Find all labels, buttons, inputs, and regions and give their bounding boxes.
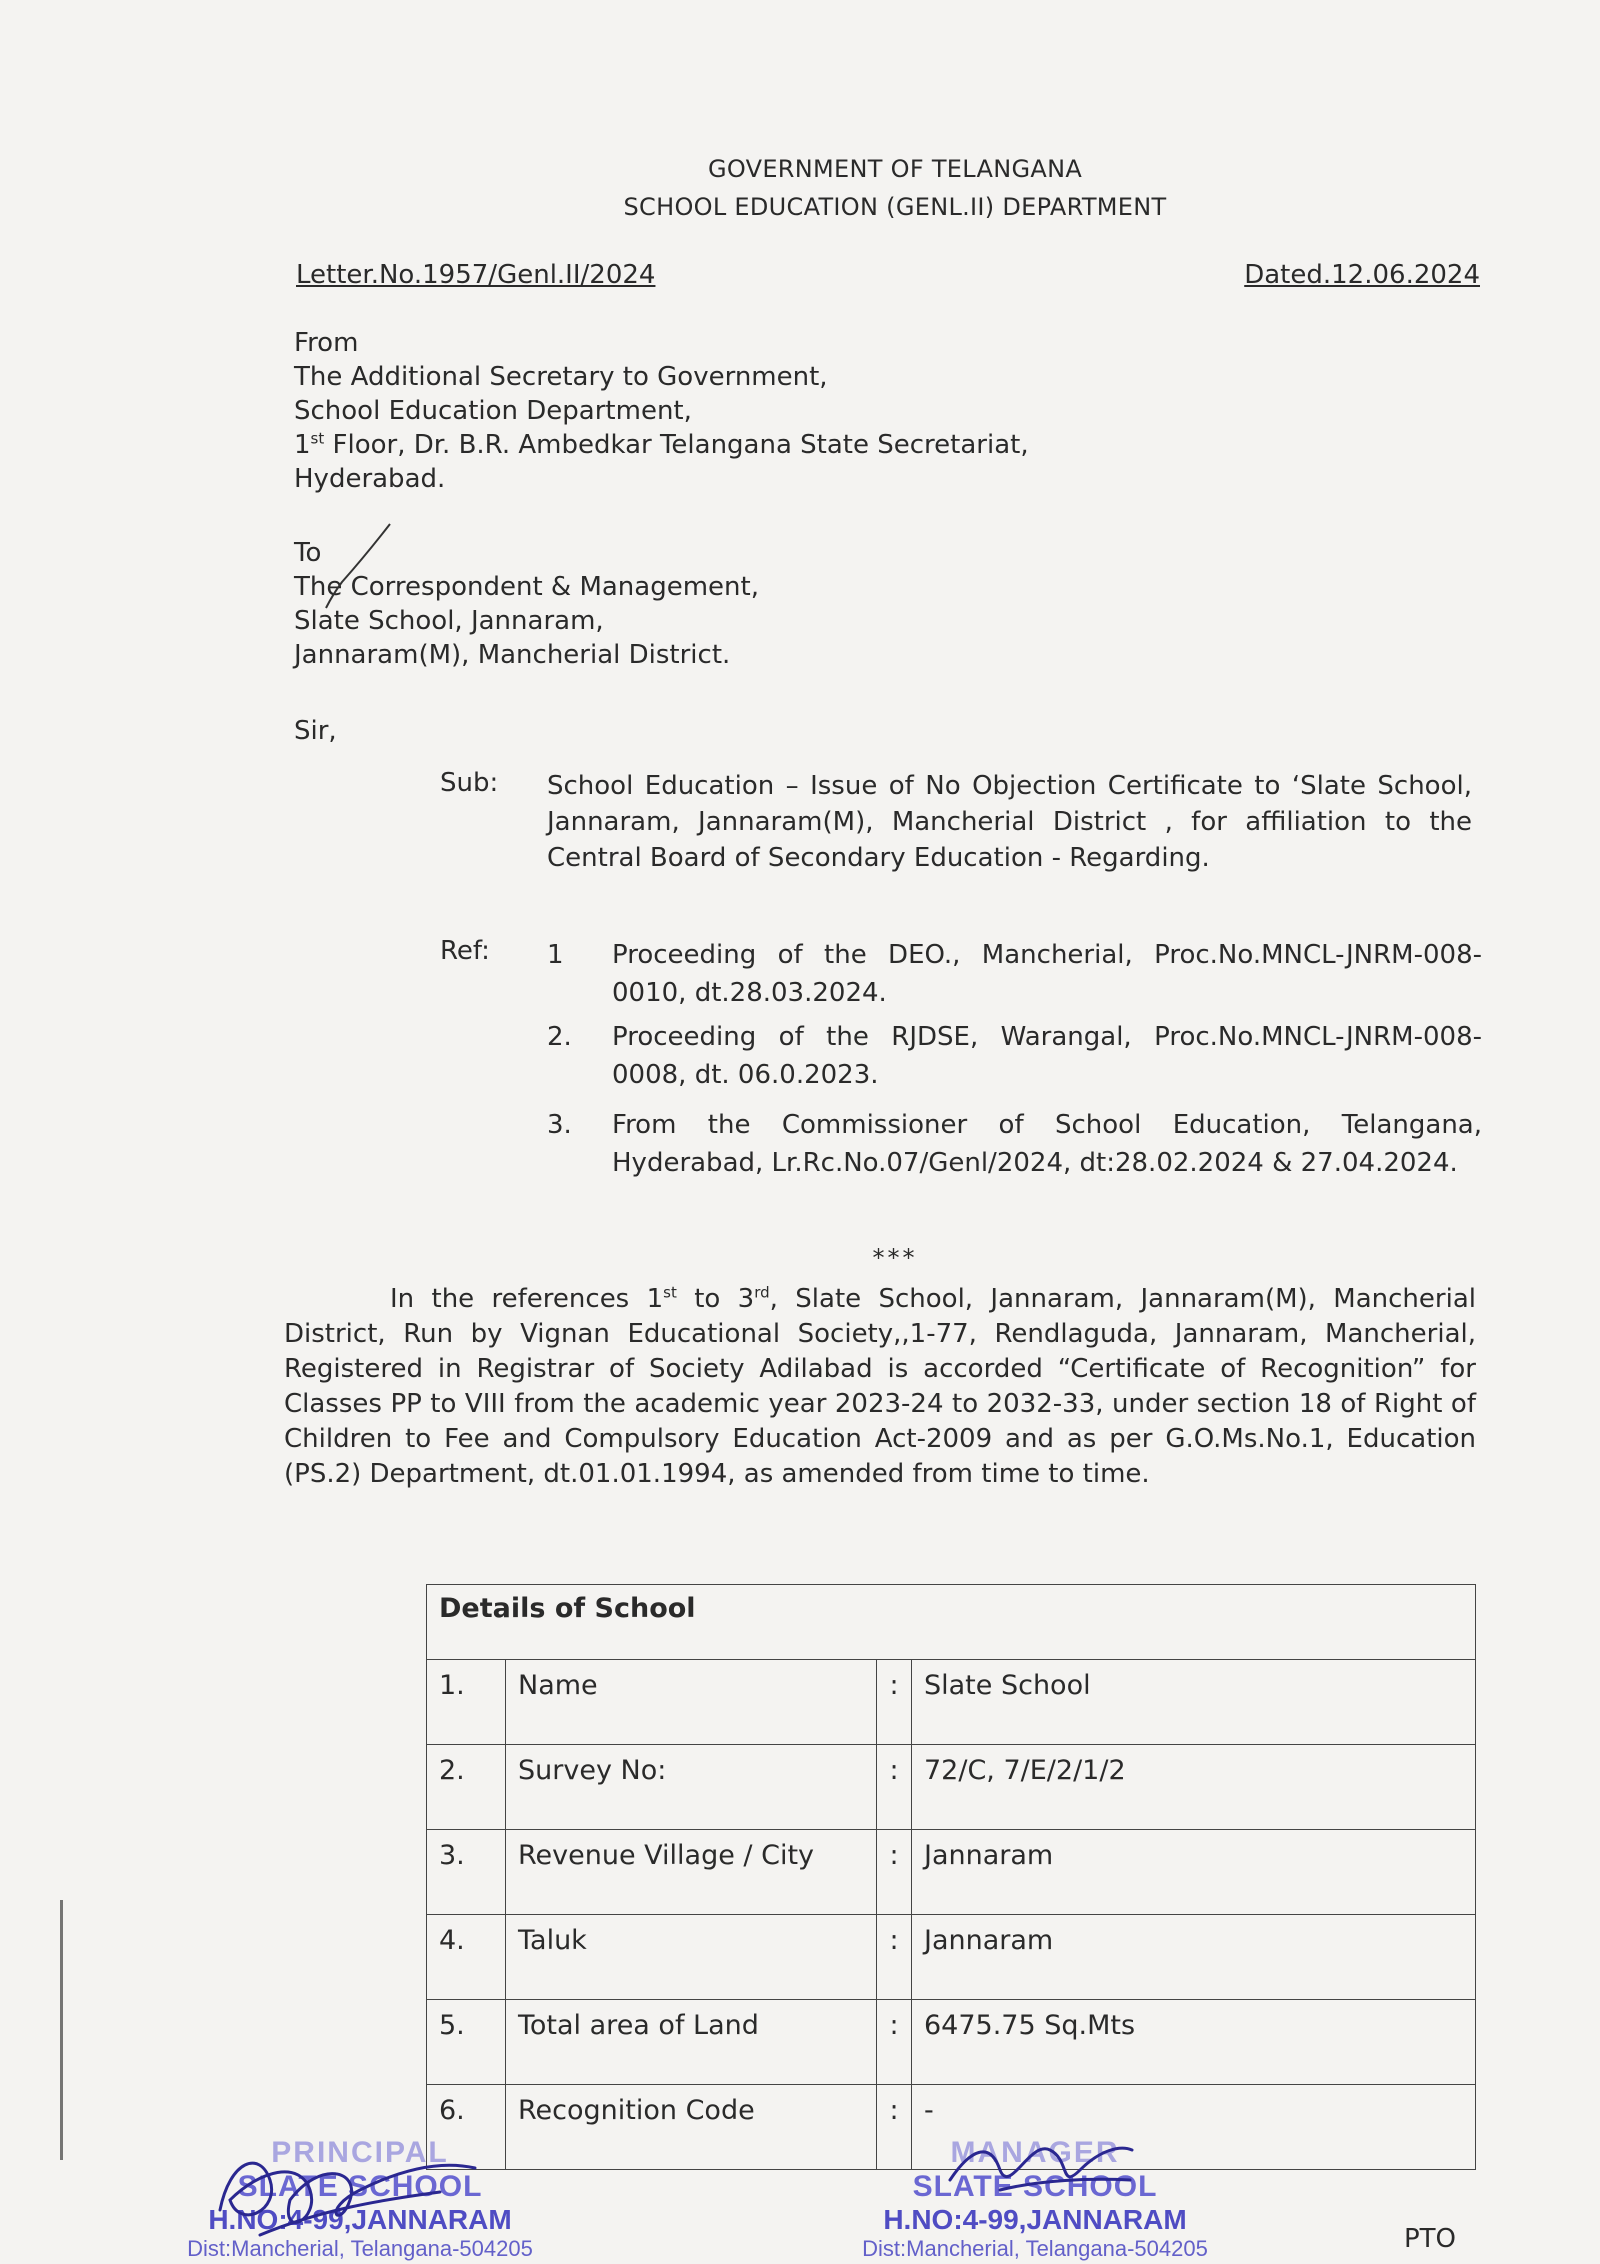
body-paragraph bbox=[284, 1282, 1476, 1492]
manager-signature bbox=[940, 2120, 1140, 2210]
from-line-2: School Education Department, bbox=[294, 396, 692, 426]
stamp-address: H.NO:4-99,JANNARAM bbox=[883, 2204, 1187, 2235]
row-number: 4. bbox=[427, 1915, 506, 2000]
section-separator: *** bbox=[872, 1244, 918, 1272]
row-value: 72/C, 7/E/2/1/2 bbox=[912, 1745, 1476, 1830]
to-label: To bbox=[294, 538, 322, 568]
stamp-district: Dist:Mancherial, Telangana-504205 bbox=[862, 2236, 1208, 2261]
row-number: 5. bbox=[427, 2000, 506, 2085]
row-separator: : bbox=[877, 1830, 912, 1915]
table-row bbox=[427, 1830, 1476, 1915]
principal-signature bbox=[200, 2140, 490, 2260]
row-separator: : bbox=[877, 2085, 912, 2170]
row-separator: : bbox=[877, 1745, 912, 1830]
from-block bbox=[294, 326, 1029, 496]
row-number: 2. bbox=[427, 1745, 506, 1830]
from-line-1: The Additional Secretary to Government, bbox=[294, 362, 828, 392]
letter-number: Letter.No.1957/Genl.II/2024 bbox=[296, 260, 656, 290]
table-row bbox=[427, 1660, 1476, 1745]
row-separator: : bbox=[877, 1915, 912, 2000]
body-rest: , Slate School, Jannaram, Jannaram(M), Mancherial District, Run by Vignan Educational Society,,1-77, Rendlaguda, Jannaram, Mancherial, Registered in Registrar of Society Adilabad is accorded “Certificate of Recognition” for Classes PP to VIII from the academic year 2023-24 to 2032-33, under section 18 of Right of Children to Fee and Compulsory Education Act-2009 and as per G.O.Ms.No.1, Education (PS.2) Department, dt.01.01.1994, as amended from time to time. bbox=[284, 1284, 1476, 1489]
body-start: In the references 1 bbox=[390, 1284, 664, 1314]
stamp-district: Dist:Mancherial, Telangana-504205 bbox=[187, 2236, 533, 2261]
header-line-2: SCHOOL EDUCATION (GENL.II) DEPARTMENT bbox=[623, 193, 1167, 221]
reference-text: From the Commissioner of School Education, Telangana, Hyderabad, Lr.Rc.No.07/Genl/2024, dt:28.02.2024 & 27.04.2024. bbox=[612, 1110, 1482, 1178]
stamp-title: PRINCIPAL bbox=[271, 2136, 449, 2169]
page-turn-over: PTO bbox=[1404, 2224, 1457, 2254]
subject-text: School Education – Issue of No Objection Certificate to ‘Slate School, Jannaram, Jannaram(M), Mancherial District , for affiliation to the Central Board of Secondary Education - Regarding. bbox=[547, 771, 1472, 873]
body-mid: to 3 bbox=[676, 1284, 755, 1314]
from-line-4: Hyderabad. bbox=[294, 464, 446, 494]
row-value: 6475.75 Sq.Mts bbox=[912, 2000, 1476, 2085]
reference-text: Proceeding of the RJDSE, Warangal, Proc.No.MNCL-JNRM-008-0008, dt. 06.0.2023. bbox=[612, 1022, 1482, 1090]
to-line-2: Slate School, Jannaram, bbox=[294, 606, 604, 636]
reference-number: 2. bbox=[547, 1022, 572, 1052]
from-floor-rest: Floor, Dr. B.R. Ambedkar Telangana State Secretariat, bbox=[324, 430, 1029, 460]
row-number: 1. bbox=[427, 1660, 506, 1745]
reference-number: 3. bbox=[547, 1110, 572, 1140]
to-line-3: Jannaram(M), Mancherial District. bbox=[294, 640, 731, 670]
table-row bbox=[427, 2000, 1476, 2085]
salutation: Sir, bbox=[294, 716, 337, 746]
to-pen-mark bbox=[318, 520, 398, 610]
from-line-3 bbox=[294, 428, 1029, 462]
row-number: 6. bbox=[427, 2085, 506, 2170]
stamp-address: H.NO:4-99,JANNARAM bbox=[208, 2204, 512, 2235]
row-separator: : bbox=[877, 1660, 912, 1745]
reference-number: 1 bbox=[547, 940, 564, 970]
reference-text: Proceeding of the DEO., Mancherial, Proc.No.MNCL-JNRM-008-0010, dt.28.03.2024. bbox=[612, 940, 1482, 1008]
row-label: Survey No: bbox=[506, 1745, 877, 1830]
header-line-1: GOVERNMENT OF TELANGANA bbox=[707, 155, 1083, 183]
table-row bbox=[427, 1745, 1476, 1830]
row-label: Taluk bbox=[506, 1915, 877, 2000]
table-row bbox=[427, 1915, 1476, 2000]
row-value: Slate School bbox=[912, 1660, 1476, 1745]
stamp-school: SLATE SCHOOL bbox=[912, 2170, 1158, 2203]
row-label: Recognition Code bbox=[506, 2085, 877, 2170]
from-label: From bbox=[294, 328, 359, 358]
row-value: Jannaram bbox=[912, 1915, 1476, 2000]
table-title: Details of School bbox=[427, 1585, 1476, 1660]
references-label: Ref: bbox=[440, 936, 490, 966]
row-label: Name bbox=[506, 1660, 877, 1745]
body-sup-1: st bbox=[663, 1283, 677, 1302]
from-floor-sup: st bbox=[310, 429, 325, 448]
stamp-school: SLATE SCHOOL bbox=[237, 2170, 483, 2203]
school-details-table bbox=[426, 1584, 1476, 2170]
letter-header bbox=[0, 150, 1600, 226]
from-floor-number: 1 bbox=[294, 430, 311, 460]
row-value: Jannaram bbox=[912, 1830, 1476, 1915]
table-title-row bbox=[427, 1585, 1476, 1660]
stamp-title: MANAGER bbox=[950, 2136, 1120, 2169]
scan-edge-line bbox=[60, 1900, 63, 2160]
row-value: - bbox=[912, 2085, 1476, 2170]
body-sup-2: rd bbox=[754, 1283, 770, 1302]
subject-label: Sub: bbox=[440, 768, 499, 798]
letter-date: Dated.12.06.2024 bbox=[1244, 260, 1480, 290]
to-line-1: The Correspondent & Management, bbox=[294, 572, 759, 602]
row-number: 3. bbox=[427, 1830, 506, 1915]
row-separator: : bbox=[877, 2000, 912, 2085]
row-label: Revenue Village / City bbox=[506, 1830, 877, 1915]
row-label: Total area of Land bbox=[506, 2000, 877, 2085]
